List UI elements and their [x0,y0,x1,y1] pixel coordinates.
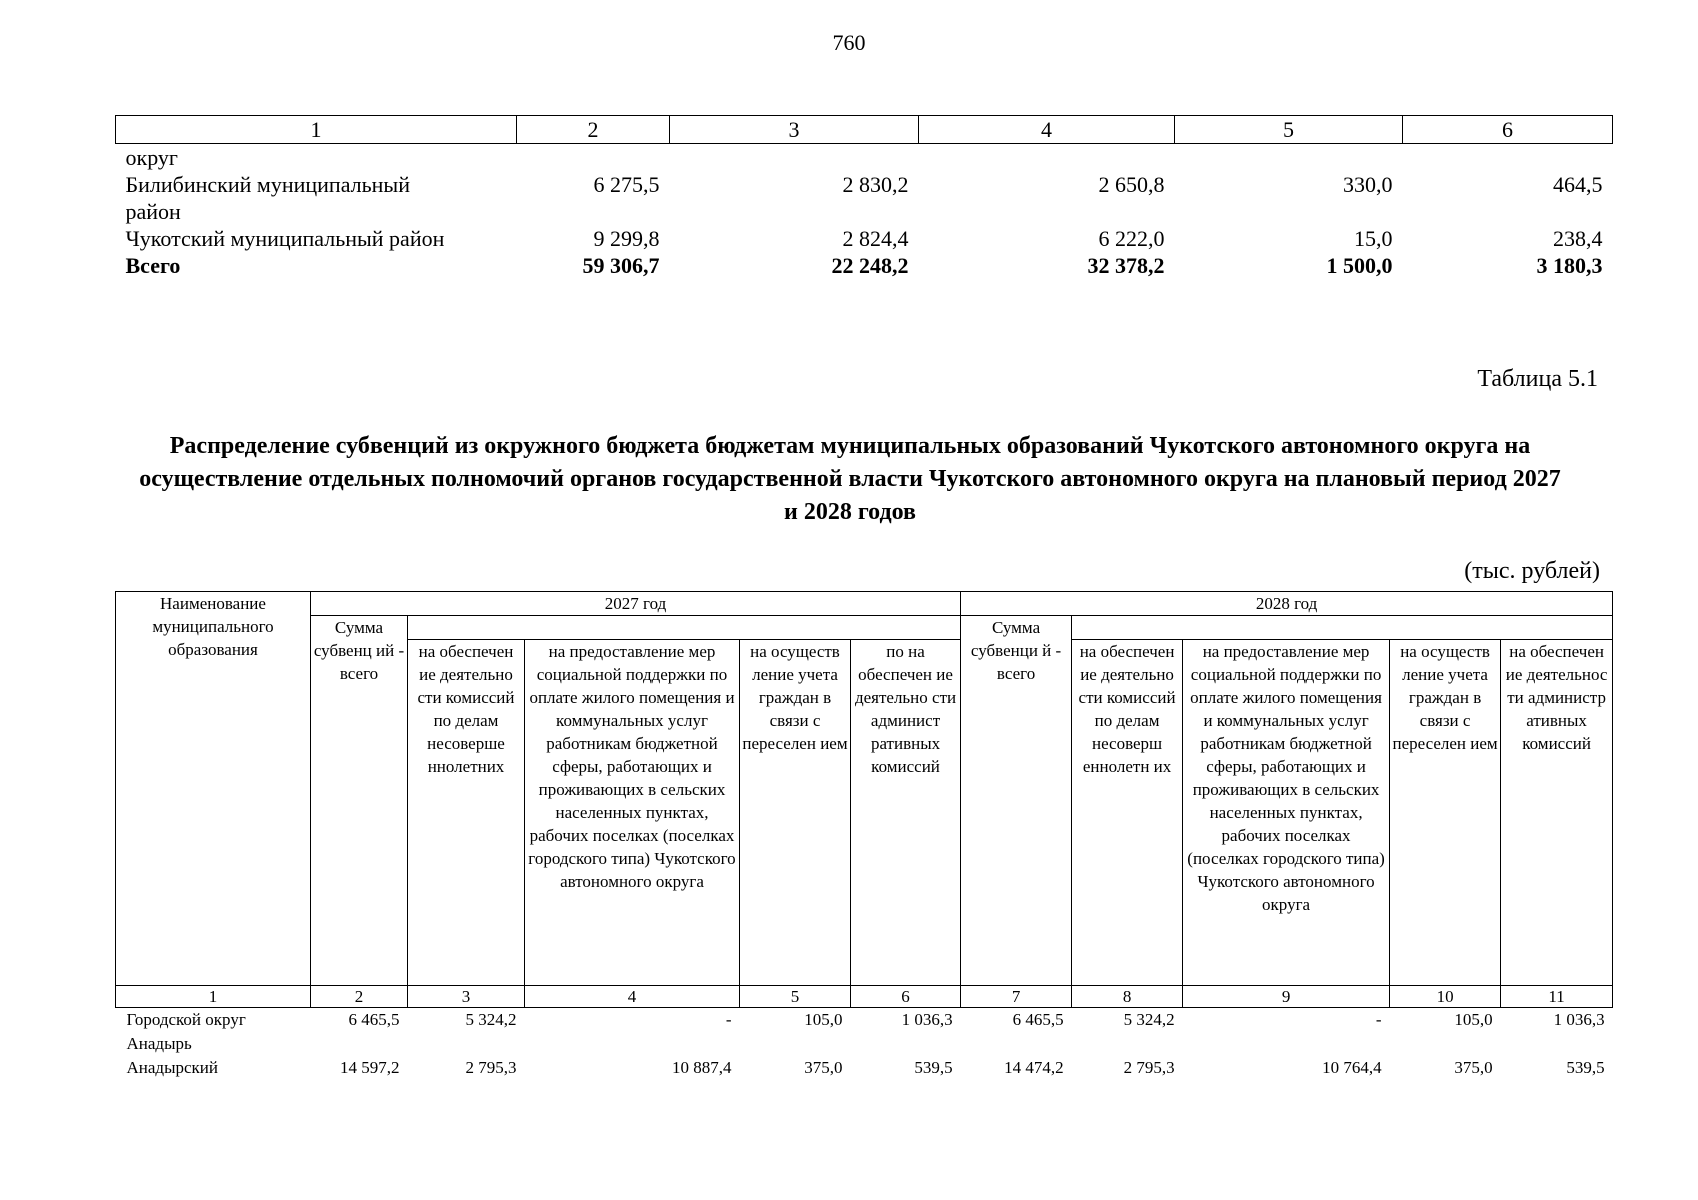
row-name: Билибинский муниципальный [125,172,410,197]
cell-value: 6 275,5 [593,172,660,197]
cell-value: 1 036,3 [1553,1010,1605,1029]
column-number: 7 [961,986,1072,1008]
row-name: Всего [125,253,181,278]
header-year-2027: 2027 год [311,592,961,616]
subventions-table [115,591,1613,1080]
column-number: 1 [116,986,311,1008]
units-label: (тыс. рублей) [1464,558,1600,584]
header-sum-2028: Сумма субвенци й - всего [961,616,1072,986]
cell-value: 2 824,4 [842,226,909,251]
cell-value: 14 474,2 [1004,1058,1064,1077]
column-number: 3 [670,116,919,144]
table-row [116,225,1613,252]
column-number: 4 [525,986,740,1008]
cell-value: 1 500,0 [1326,253,1393,278]
header-year-2028: 2028 год [961,592,1613,616]
row-name: Чукотский муниципальный район [125,226,445,251]
row-name: округ [125,145,178,170]
header-social-support-2028: на предоставление мер социальной поддержки по оплате жилого помещения и коммунальных услуг работникам бюджетной сферы, работающих и проживающих в сельских населенных пунктах, рабочих поселках (поселках городского типа) Чукотского автономного округа [1183,640,1390,986]
column-number: 6 [851,986,961,1008]
column-number: 9 [1183,986,1390,1008]
table-row [116,1056,1613,1080]
column-number: 5 [740,986,851,1008]
header-group-2028 [1072,616,1613,640]
header-resettlement-2027: на осуществ ление учета граждан в связи с переселен ием [740,640,851,986]
column-number: 5 [1175,116,1403,144]
column-number: 10 [1390,986,1501,1008]
header-social-support-2027: на предоставление мер социальной поддержки по оплате жилого помещения и коммунальных услуг работникам бюджетной сферы, работающих и проживающих в сельских населенных пунктах, рабочих поселках (поселках городского типа) Чукотского автономного округа [525,640,740,986]
cell-value: 6 465,5 [1012,1010,1064,1029]
cell-value: 32 378,2 [1087,253,1165,278]
cell-value: 15,0 [1354,226,1393,251]
column-number: 11 [1501,986,1613,1008]
cell-value: 2 650,8 [1098,172,1165,197]
column-number-row [116,116,1613,144]
total-row [116,252,1613,279]
row-name: район [125,199,181,224]
cell-value: 539,5 [914,1058,953,1077]
header-sum-2027: Сумма субвенц ий - всего [311,616,408,986]
header-admin-2027: по на обеспечен ие деятельно сти админист ративных комиссий [851,640,961,986]
header-admin-2028: на обеспечен ие деятельнос ти администр ативных комиссий [1501,640,1613,986]
cell-value: 2 795,3 [465,1058,517,1077]
column-number: 2 [517,116,670,144]
cell-value: 105,0 [804,1010,843,1029]
cell-value: 3 180,3 [1536,253,1603,278]
header-group-2027 [408,616,961,640]
cell-value: 14 597,2 [340,1058,400,1077]
row-name: Анадырский [126,1058,218,1077]
column-number: 2 [311,986,408,1008]
cell-value: 105,0 [1454,1010,1493,1029]
column-number: 4 [919,116,1175,144]
cell-value: 6 465,5 [348,1010,400,1029]
column-number-row [116,986,1613,1008]
column-number: 3 [408,986,525,1008]
cell-value: 5 324,2 [465,1010,517,1029]
table-row [116,144,1613,172]
cell-value: 9 299,8 [593,226,660,251]
continuation-table [115,115,1613,279]
header-commissions-2027: на обеспечен ие деятельно сти комиссий по делам несоверше ннолетних [408,640,525,986]
header-commissions-2028: на обеспечен ие деятельно сти комиссий по делам несоверш еннолетн их [1072,640,1183,986]
table-row [116,198,1613,225]
cell-value: - [725,1010,732,1029]
column-number: 6 [1403,116,1613,144]
page-number: 760 [832,30,866,55]
cell-value: 2 795,3 [1123,1058,1175,1077]
cell-value: 1 036,3 [901,1010,953,1029]
cell-value: 238,4 [1553,226,1603,251]
cell-value: - [1375,1010,1382,1029]
table-row [116,1008,1613,1057]
header-name: Наименование муниципального образования [116,592,311,986]
column-number: 8 [1072,986,1183,1008]
cell-value: 330,0 [1343,172,1393,197]
cell-value: 5 324,2 [1123,1010,1175,1029]
table-caption: Распределение субвенций из окружного бюджета бюджетам муниципальных образований Чукотского автономного округа на осуществление отдельных полномочий органов государственной власти Чукотского автономного округа на плановый период 2027 и 2028 годов [139,433,1561,525]
row-name: Городской округ Анадырь [126,1010,246,1053]
cell-value: 2 830,2 [842,172,909,197]
table-label: Таблица 5.1 [1477,366,1598,392]
cell-value: 59 306,7 [582,253,660,278]
cell-value: 10 887,4 [672,1058,732,1077]
cell-value: 22 248,2 [831,253,909,278]
header-resettlement-2028: на осуществ ление учета граждан в связи с переселен ием [1390,640,1501,986]
cell-value: 375,0 [1454,1058,1493,1077]
cell-value: 6 222,0 [1098,226,1165,251]
cell-value: 539,5 [1566,1058,1605,1077]
cell-value: 10 764,4 [1322,1058,1382,1077]
cell-value: 375,0 [804,1058,843,1077]
table-row [116,171,1613,198]
cell-value: 464,5 [1553,172,1603,197]
column-number: 1 [116,116,517,144]
